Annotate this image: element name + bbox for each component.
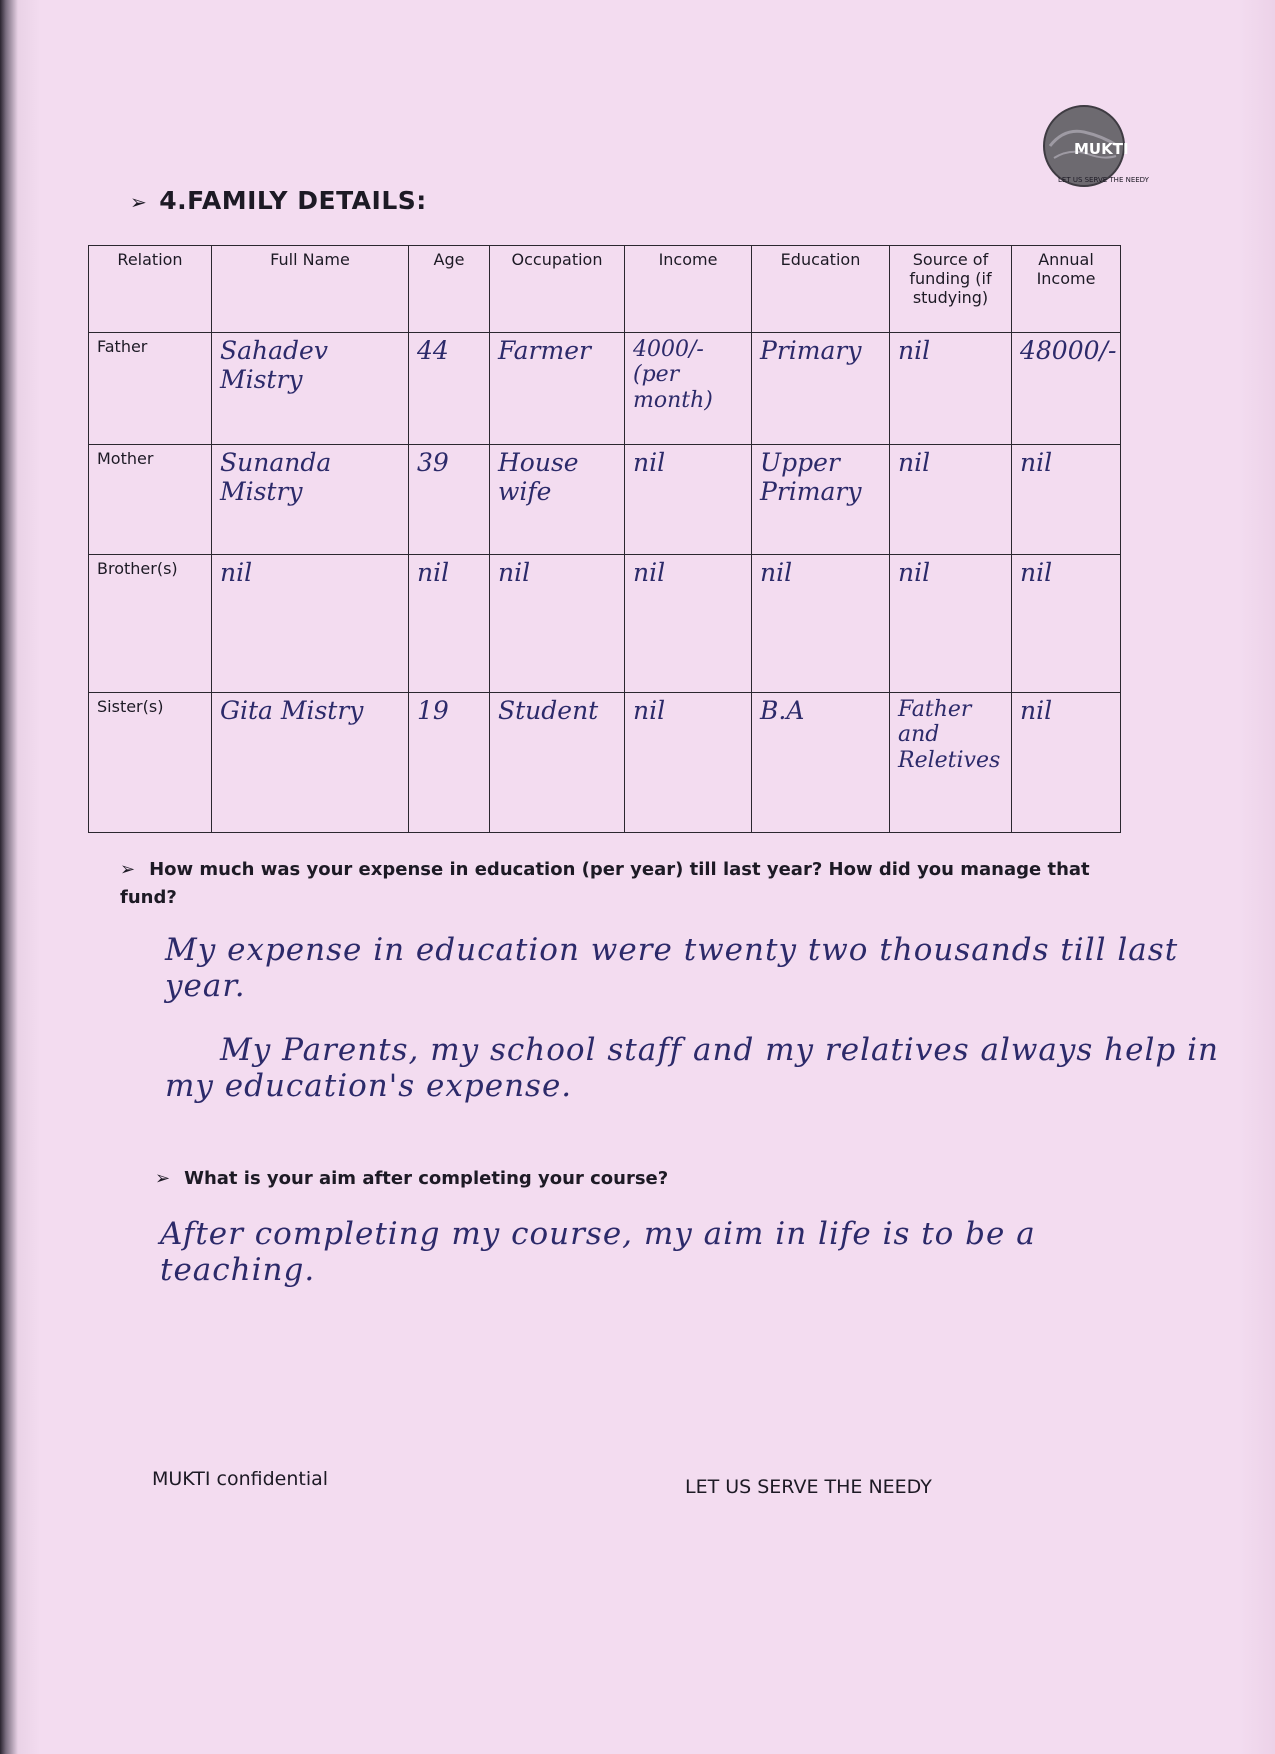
- education-cell: nil: [752, 555, 890, 693]
- occupation-cell: Farmer: [490, 333, 625, 445]
- column-header: Source of funding (if studying): [890, 246, 1012, 333]
- logo-motto: LET US SERVE THE NEEDY: [1058, 176, 1149, 184]
- relation-cell: Sister(s): [89, 693, 212, 833]
- funding-cell: nil: [890, 445, 1012, 555]
- column-header: Occupation: [490, 246, 625, 333]
- column-header: Age: [409, 246, 490, 333]
- answer-expense-paragraph: My expense in education were twenty two thousands till last year.: [165, 932, 1179, 1004]
- table-row: [89, 333, 1121, 445]
- income-cell: nil: [625, 445, 752, 555]
- mukti-logo: [1040, 102, 1149, 190]
- relation-cell: Brother(s): [89, 555, 212, 693]
- column-header: Income: [625, 246, 752, 333]
- table-row: [89, 693, 1121, 833]
- footer-confidential: MUKTI confidential: [152, 1468, 329, 1490]
- funding-cell: Father and Reletives: [890, 693, 1012, 833]
- full-name-cell: Sunanda Mistry: [212, 445, 409, 555]
- occupation-cell: Student: [490, 693, 625, 833]
- age-cell: 39: [409, 445, 490, 555]
- answer-aim: After completing my course, my aim in life is to be a teaching.: [160, 1216, 1036, 1288]
- education-cell: Primary: [752, 333, 890, 445]
- logo-wordmark: MUKTI: [1074, 140, 1129, 158]
- education-cell: B.A: [752, 693, 890, 833]
- question-aim: ➢ What is your aim after completing your course?: [155, 1168, 669, 1189]
- table-header-row: [89, 246, 1121, 333]
- education-cell: Upper Primary: [752, 445, 890, 555]
- annual-income-cell: nil: [1012, 693, 1121, 833]
- funding-cell: nil: [890, 333, 1012, 445]
- occupation-cell: nil: [490, 555, 625, 693]
- relation-cell: Father: [89, 333, 212, 445]
- answer-help-paragraph: My Parents, my school staff and my relatives always help in my education's expense.: [165, 1032, 1219, 1104]
- full-name-cell: Sahadev Mistry: [212, 333, 409, 445]
- column-header: Annual Income: [1012, 246, 1121, 333]
- relation-cell: Mother: [89, 445, 212, 555]
- annual-income-cell: nil: [1012, 445, 1121, 555]
- annual-income-cell: 48000/-: [1012, 333, 1121, 445]
- income-cell: nil: [625, 693, 752, 833]
- section-heading: ➢ 4.FAMILY DETAILS:: [130, 186, 427, 215]
- family-details-table: [88, 245, 1121, 833]
- age-cell: 19: [409, 693, 490, 833]
- annual-income-cell: nil: [1012, 555, 1121, 693]
- table-row: [89, 445, 1121, 555]
- footer-motto: LET US SERVE THE NEEDY: [685, 1476, 932, 1498]
- income-cell: nil: [625, 555, 752, 693]
- full-name-cell: nil: [212, 555, 409, 693]
- arrow-bullet-icon: ➢: [120, 859, 136, 880]
- income-cell: 4000/- (per month): [625, 333, 752, 445]
- table-row: [89, 555, 1121, 693]
- column-header: Full Name: [212, 246, 409, 333]
- age-cell: 44: [409, 333, 490, 445]
- arrow-bullet-icon: ➢: [155, 1168, 171, 1189]
- column-header: Relation: [89, 246, 212, 333]
- column-header: Education: [752, 246, 890, 333]
- arrow-bullet-icon: ➢: [130, 190, 148, 214]
- funding-cell: nil: [890, 555, 1012, 693]
- age-cell: nil: [409, 555, 490, 693]
- question-education-expense: ➢ How much was your expense in education (per year) till last year? How did you manage that fund?: [120, 859, 1090, 908]
- full-name-cell: Gita Mistry: [212, 693, 409, 833]
- occupation-cell: House wife: [490, 445, 625, 555]
